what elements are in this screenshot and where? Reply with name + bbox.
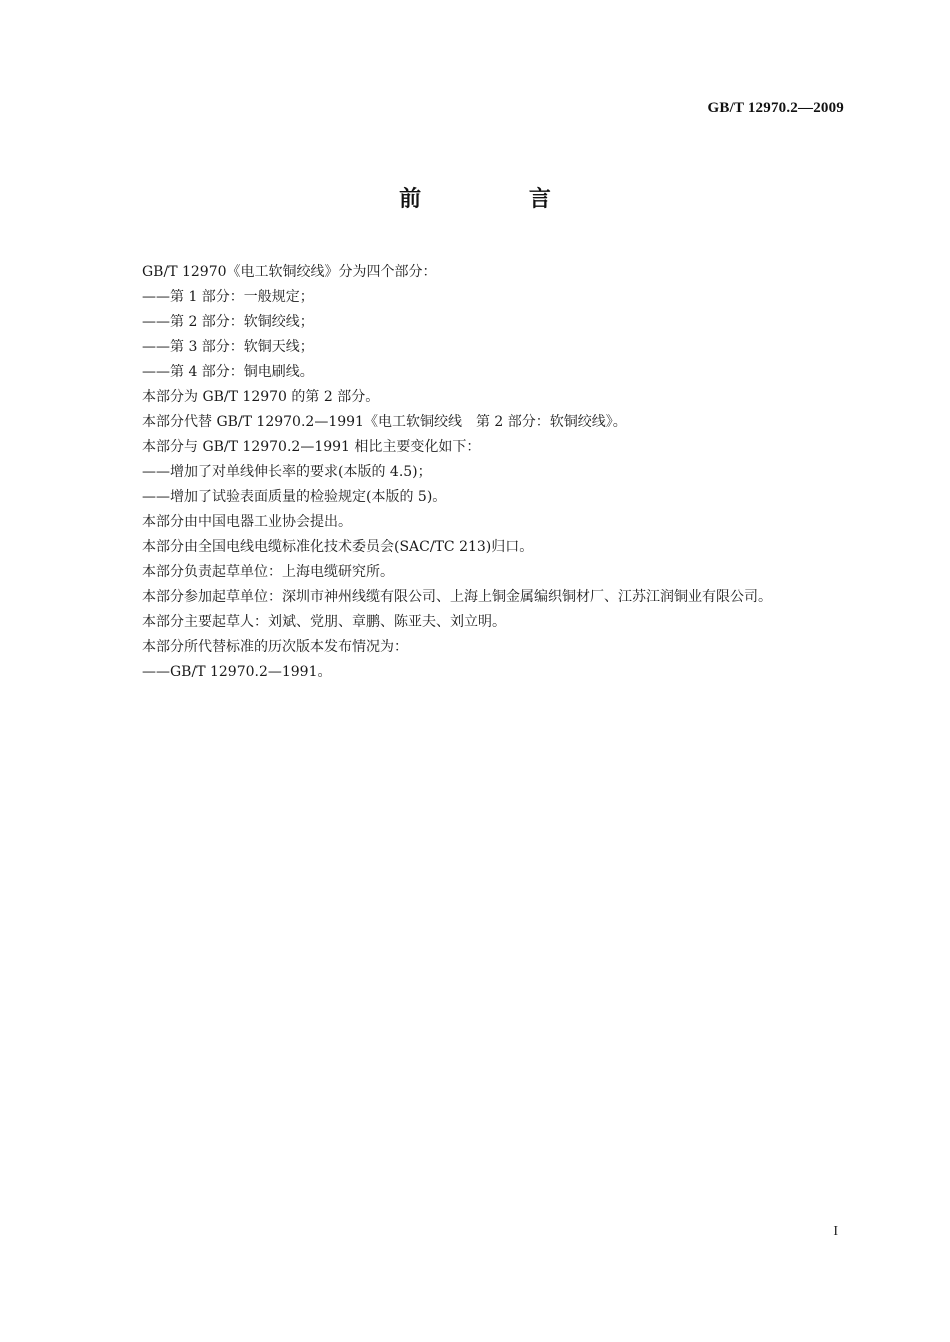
standard-code-header: GB/T 12970.2—2009 [707,100,844,116]
page-number: I [833,1224,838,1239]
paragraph: 本部分与 GB/T 12970.2—1991 相比主要变化如下： [142,439,481,455]
paragraph: 本部分由中国电器工业协会提出。 [142,514,352,530]
paragraph: ——第 4 部分：铜电刷线。 [142,364,314,380]
paragraph: 本部分所代替标准的历次版本发布情况为： [142,639,408,655]
paragraph: 本部分参加起草单位：深圳市神州线缆有限公司、上海上铜金属编织铜材厂、江苏江润铜业有限公司。 [142,589,772,605]
paragraph: GB/T 12970《电工软铜绞线》分为四个部分： [142,264,437,280]
paragraph: ——第 2 部分：软铜绞线； [142,314,314,330]
paragraph: 本部分为 GB/T 12970 的第 2 部分。 [142,389,380,405]
paragraph: 本部分由全国电线电缆标准化技术委员会(SAC/TC 213)归口。 [142,539,534,555]
paragraph: ——增加了试验表面质量的检验规定(本版的 5)。 [142,489,447,505]
paragraph: ——增加了对单线伸长率的要求(本版的 4.5)； [142,464,432,480]
page-title: 前 言 [399,187,601,212]
paragraph: ——第 3 部分：软铜天线； [142,339,314,355]
paragraph: ——第 1 部分：一般规定； [142,289,314,305]
paragraph: ——GB/T 12970.2—1991。 [142,664,332,680]
paragraph: 本部分代替 GB/T 12970.2—1991《电工软铜绞线 第 2 部分：软铜绞线》。 [142,414,627,430]
paragraph: 本部分主要起草人：刘斌、党朋、章鹏、陈亚夫、刘立明。 [142,614,506,630]
paragraph: 本部分负责起草单位：上海电缆研究所。 [142,564,394,580]
foreword-body [109,260,845,685]
